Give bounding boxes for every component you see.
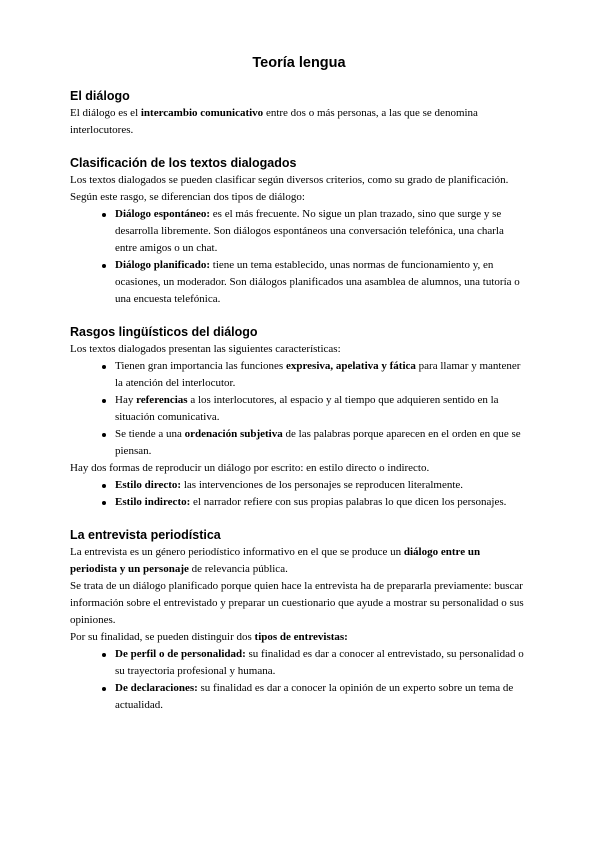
bullet-icon — [102, 399, 106, 403]
bold-term: diálogo entre un periodista y un personaje — [70, 546, 481, 575]
section-entrevista — [70, 527, 528, 714]
paragraph-rasgos-intro: Los textos dialogados presentan las siguientes características: — [70, 343, 341, 355]
list-item-funciones — [102, 358, 528, 392]
list-item-ordenacion — [102, 426, 528, 460]
text-run: a los interlocutores, al espacio y al tiempo que adquieren sentido en la situación comunicativa. — [115, 394, 499, 423]
list-item-declaraciones — [102, 680, 528, 714]
text-run: tiene un tema establecido, unas normas de funcionamiento y, en ocasiones, un moderador. Son diálogos planificados una asamblea de alumnos, una tutoría o una encuesta telefónica. — [115, 259, 520, 305]
text-run: entre dos o más personas, a las que se denomina interlocutores. — [70, 107, 478, 136]
bullet-icon — [102, 433, 106, 437]
text-run: para llamar y mantener la atención del interlocutor. — [115, 360, 521, 389]
paragraph-entrevista-definicion — [70, 544, 528, 578]
bold-term: tipos de entrevistas: — [254, 631, 348, 643]
text-run: El diálogo es el — [70, 107, 141, 119]
text-run: su finalidad es dar a conocer la opinión de un experto sobre un tema de actualidad. — [115, 682, 514, 711]
list-item-dialogo-espontaneo — [102, 206, 528, 257]
text-run: su finalidad es dar a conocer al entrevistado, su personalidad o su trayectoria profesional y humana. — [115, 648, 524, 677]
bullet-icon — [102, 365, 106, 369]
bold-term: Estilo indirecto: — [115, 496, 191, 508]
text-run: Tienen gran importancia las funciones — [115, 360, 286, 372]
list-item-text — [115, 392, 528, 426]
heading-el-dialogo: El diálogo — [70, 89, 130, 103]
section-el-dialogo — [70, 88, 528, 139]
bold-term: ordenación subjetiva — [184, 428, 283, 440]
list-item-perfil-personalidad — [102, 646, 528, 680]
text-run: es el más frecuente. No sigue un plan trazado, sino que surge y se desarrolla libremente. Son diálogos espontáneos una conversación telefónica, una charla entre amigos o un chat. — [115, 208, 504, 254]
paragraph-entrevista-planificado: Se trata de un diálogo planificado porque quien hace la entrevista ha de prepararla previamente: buscar información sobre el entrevistado y preparar un cuestionario que ayude a mostrar su personalidad o sus opiniones. — [70, 580, 524, 626]
list-item-estilo-directo — [102, 477, 528, 494]
text-run: las intervenciones de los personajes se reproducen literalmente. — [181, 479, 464, 491]
heading-clasificacion: Clasificación de los textos dialogados — [70, 156, 297, 170]
paragraph-formas-reproducir: Hay dos formas de reproducir un diálogo por escrito: en estilo directo o indirecto. — [70, 462, 430, 474]
page-title: Teoría lengua — [252, 55, 346, 71]
bullet-icon — [102, 264, 106, 268]
bullet-icon — [102, 501, 106, 505]
section-rasgos-linguisticos — [70, 324, 528, 511]
section-clasificacion — [70, 155, 528, 308]
paragraph-clasificacion-intro: Los textos dialogados se pueden clasificar según diversos criterios, como su grado de planificación. Según este rasgo, se diferencian dos tipos de diálogo: — [70, 174, 509, 203]
text-run: La entrevista es un género periodístico informativo en el que se produce un — [70, 546, 404, 558]
list-item-text — [115, 680, 528, 714]
paragraph-dialogo-definicion — [70, 105, 528, 139]
bold-term: Estilo directo: — [115, 479, 182, 491]
paragraph-tipos-entrevistas — [70, 629, 528, 646]
text-run: Se tiende a una — [115, 428, 185, 440]
bold-term: De perfil o de personalidad: — [115, 648, 246, 660]
list-item-text — [115, 358, 528, 392]
bullet-icon — [102, 687, 106, 691]
list-item-text — [115, 257, 528, 308]
bold-term: Diálogo espontáneo: — [115, 208, 211, 220]
bullet-icon — [102, 213, 106, 217]
bullet-icon — [102, 484, 106, 488]
text-run: el narrador refiere con sus propias palabras lo que dicen los personajes. — [190, 496, 507, 508]
list-item-estilo-indirecto — [102, 494, 528, 511]
bullet-icon — [102, 653, 106, 657]
bold-term: De declaraciones: — [115, 682, 198, 694]
list-item-text — [115, 494, 528, 511]
text-run: Hay — [115, 394, 137, 406]
text-run: de las palabras porque aparecen en el orden en que se piensan. — [115, 428, 521, 457]
list-item-text — [115, 426, 528, 460]
bold-term: expresiva, apelativa y fática — [285, 360, 416, 372]
list-item-dialogo-planificado — [102, 257, 528, 308]
heading-entrevista: La entrevista periodística — [70, 528, 221, 542]
list-item-referencias — [102, 392, 528, 426]
list-item-text — [115, 646, 528, 680]
list-item-text — [115, 206, 528, 257]
bold-term: intercambio comunicativo — [140, 107, 264, 119]
text-run: de relevancia pública. — [188, 563, 288, 575]
heading-rasgos: Rasgos lingüísticos del diálogo — [70, 325, 258, 339]
list-item-text — [115, 477, 528, 494]
bold-term: Diálogo planificado: — [115, 259, 211, 271]
text-run: Por su finalidad, se pueden distinguir dos — [70, 631, 255, 643]
bold-term: referencias — [136, 394, 188, 406]
